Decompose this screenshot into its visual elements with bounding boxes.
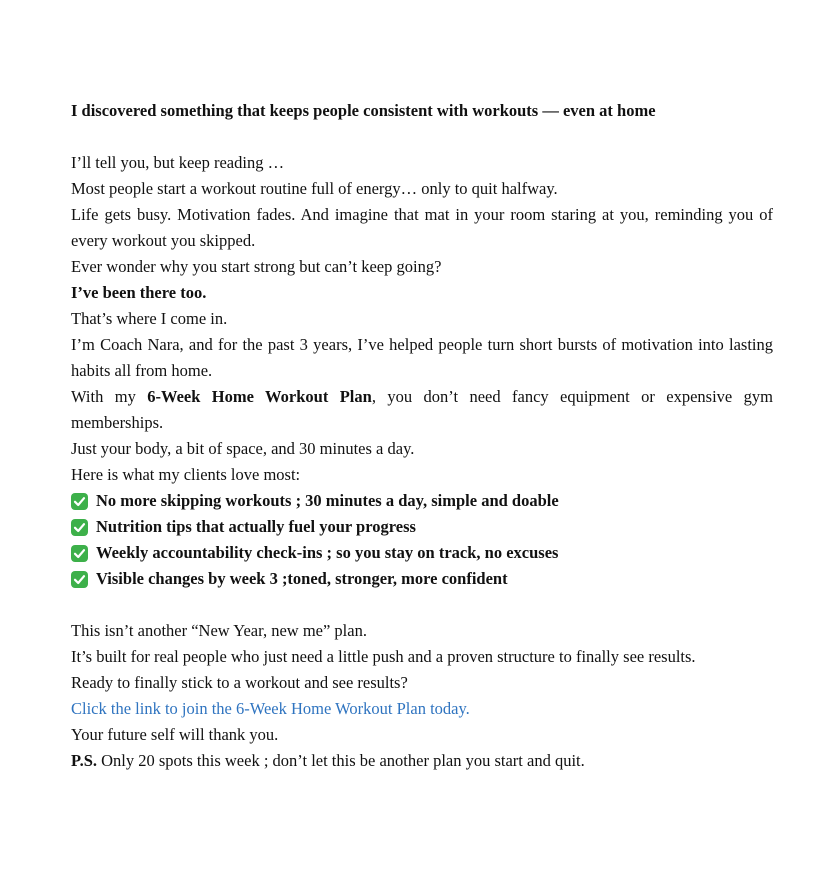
document-page [71,98,773,774]
spacer [71,124,773,150]
paragraph-been-there: I’ve been there too. [71,283,207,302]
check-mark-icon [71,571,88,588]
postscript [71,748,773,774]
paragraph-plan [71,384,773,436]
paragraph-ready: Ready to finally stick to a workout and see results? [71,673,408,692]
plan-text-before: With my [71,387,148,406]
join-plan-link[interactable]: Click the link to join the 6-Week Home Workout Plan today. [71,699,470,718]
benefit-text: Visible changes by week 3 ;toned, stronger, more confident [96,569,508,588]
benefit-text: No more skipping workouts ; 30 minutes a day, simple and doable [96,491,559,510]
paragraph-clients-love: Here is what my clients love most: [71,465,301,484]
check-mark-icon [71,545,88,562]
benefit-item [71,540,773,566]
benefit-text: Nutrition tips that actually fuel your progress [96,517,416,536]
benefit-text: Weekly accountability check-ins ; so you stay on track, no excuses [96,543,559,562]
paragraph-come-in: That’s where I come in. [71,309,228,328]
check-mark-icon [71,493,88,510]
check-mark-icon [71,519,88,536]
paragraph-thank-you: Your future self will thank you. [71,725,279,744]
plan-text-after: , you don’t need fancy equipment or expensive gym memberships. [71,387,773,432]
paragraph-not-another: This isn’t another “New Year, new me” plan. [71,621,367,640]
paragraph-question: Ever wonder why you start strong but can’t keep going? [71,257,442,276]
link-line [71,696,773,722]
ps-label: P.S. [71,751,97,770]
benefit-item [71,514,773,540]
paragraph-energy: Most people start a workout routine full of energy… only to quit halfway. [71,179,558,198]
paragraph-built-for: It’s built for real people who just need a little push and a proven structure to finally see results. [71,647,696,666]
headline: I discovered something that keeps people consistent with workouts — even at home [71,101,656,120]
spacer [71,592,773,618]
paragraph-requirements: Just your body, a bit of space, and 30 minutes a day. [71,439,415,458]
benefits-list [71,488,773,592]
benefit-item [71,488,773,514]
ps-text: Only 20 spots this week ; don’t let this be another plan you start and quit. [97,751,585,770]
plan-name: 6-Week Home Workout Plan [147,387,372,406]
intro-line: I’ll tell you, but keep reading … [71,153,285,172]
paragraph-coach-intro: I’m Coach Nara, and for the past 3 years, I’ve helped people turn short bursts of motivation into lasting habits all from home. [71,335,773,380]
benefit-item [71,566,773,592]
paragraph-life-busy: Life gets busy. Motivation fades. And imagine that mat in your room staring at you, reminding you of every workout you skipped. [71,205,773,250]
